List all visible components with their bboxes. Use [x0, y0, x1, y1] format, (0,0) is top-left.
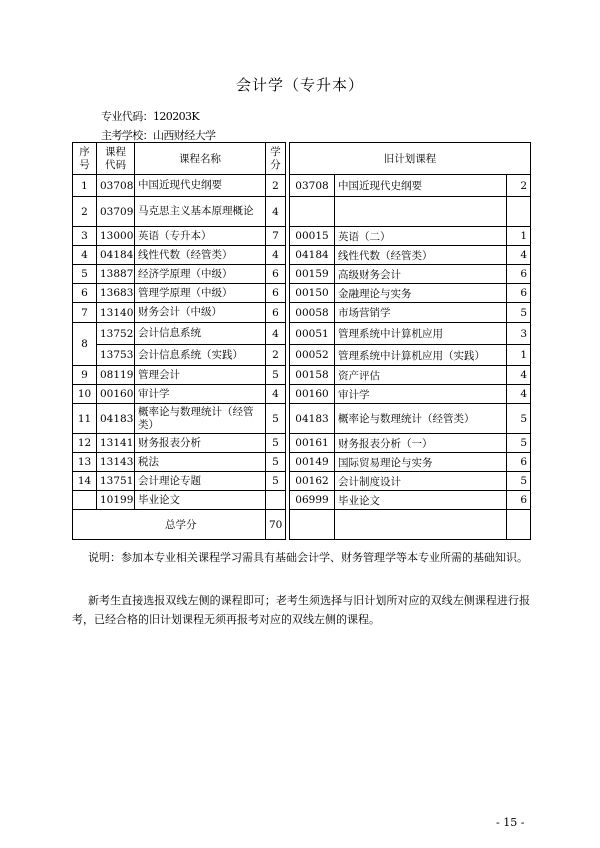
cell-old-code: 03708	[290, 175, 335, 197]
table-row	[73, 366, 531, 385]
cell-old-name: 英语（二）	[335, 227, 507, 246]
cell-old-credit: 2	[507, 175, 531, 197]
cell-credit: 2	[266, 345, 286, 366]
cell-credit: 5	[266, 472, 286, 491]
cell-old-code: 00161	[290, 434, 335, 453]
cell-old-credit: 4	[507, 246, 531, 265]
header-seq: 序号	[73, 143, 97, 175]
cell-old-code: 04184	[290, 246, 335, 265]
cell-course-name: 经济学原理（中级）	[135, 265, 266, 284]
cell-old-credit: 6	[507, 284, 531, 303]
cell-old-credit: 3	[507, 323, 531, 345]
cell-code: 08119	[97, 366, 135, 385]
cell-seq: 7	[73, 303, 97, 323]
cell-credit: 5	[266, 434, 286, 453]
cell-old-credit: 1	[507, 227, 531, 246]
cell-seq: 2	[73, 197, 97, 227]
header-old-plan: 旧计划课程	[290, 143, 531, 175]
cell-seq: 3	[73, 227, 97, 246]
note-registration: 新考生直接选报双线左侧的课程即可；老考生须选择与旧计划所对应的双线左侧课程进行报考，已经合格的旧计划课程无须再报考对应的双线左侧的课程。	[72, 594, 530, 626]
cell-seq: 11	[73, 404, 97, 434]
total-row	[73, 510, 531, 540]
page-title: 会计学（专升本）	[235, 76, 364, 94]
cell-credit: 5	[266, 404, 286, 434]
cell-code: 13887	[97, 265, 135, 284]
cell-old-code: 00158	[290, 366, 335, 385]
table-row	[73, 345, 531, 366]
cell-old-credit	[507, 197, 531, 227]
cell-old-name: 金融理论与实务	[335, 284, 507, 303]
cell-old-code: 00015	[290, 227, 335, 246]
cell-seq	[73, 491, 97, 510]
table-row	[73, 434, 531, 453]
cell-course-name: 中国近现代史纲要	[135, 175, 266, 197]
cell-old-name: 资产评估	[335, 366, 507, 385]
cell-old-name: 管理系统中计算机应用	[335, 323, 507, 345]
cell-seq: 4	[73, 246, 97, 265]
cell-old-code	[290, 197, 335, 227]
cell-old-credit: 4	[507, 366, 531, 385]
cell-old-name: 国际贸易理论与实务	[335, 453, 507, 472]
table-row	[73, 404, 531, 434]
cell-seq: 12	[73, 434, 97, 453]
cell-old-code: 00051	[290, 323, 335, 345]
cell-credit: 4	[266, 246, 286, 265]
cell-code: 10199	[97, 491, 135, 510]
table-row	[73, 453, 531, 472]
cell-seq: 8	[73, 323, 97, 366]
cell-old-code: 00149	[290, 453, 335, 472]
cell-code: 00160	[97, 385, 135, 404]
table-row	[73, 472, 531, 491]
cell-credit: 4	[266, 323, 286, 345]
cell-old-code: 00160	[290, 385, 335, 404]
cell-old-name: 中国近现代史纲要	[335, 175, 507, 197]
cell-credit: 6	[266, 265, 286, 284]
cell-course-name: 财务会计（中级）	[135, 303, 266, 323]
table-row	[73, 323, 531, 345]
cell-old-credit: 4	[507, 385, 531, 404]
cell-seq: 14	[73, 472, 97, 491]
cell-old-name: 管理系统中计算机应用（实践）	[335, 345, 507, 366]
table-header-row	[73, 143, 531, 175]
cell-code: 13751	[97, 472, 135, 491]
cell-code: 04184	[97, 246, 135, 265]
table-row	[73, 491, 531, 510]
table-row	[73, 385, 531, 404]
table-row	[73, 246, 531, 265]
table-row	[73, 303, 531, 323]
cell-code: 03708	[97, 175, 135, 197]
cell-credit: 5	[266, 366, 286, 385]
cell-old-code: 04183	[290, 404, 335, 434]
cell-old-code: 00162	[290, 472, 335, 491]
cell-credit: 6	[266, 303, 286, 323]
cell-old-name: 高级财务会计	[335, 265, 507, 284]
total-value: 70	[266, 510, 286, 540]
cell-credit: 2	[266, 175, 286, 197]
cell-credit: 4	[266, 197, 286, 227]
cell-old-credit: 5	[507, 303, 531, 323]
cell-course-name: 税法	[135, 453, 266, 472]
cell-course-name: 概率论与数理统计（经管类）	[135, 404, 266, 434]
total-label: 总学分	[97, 510, 266, 540]
cell-course-name: 会计信息系统	[135, 323, 266, 345]
cell-code: 03709	[97, 197, 135, 227]
cell-code: 13683	[97, 284, 135, 303]
cell-old-name: 线性代数（经管类）	[335, 246, 507, 265]
cell-seq: 1	[73, 175, 97, 197]
header-credit: 学分	[266, 143, 286, 175]
cell-old-credit: 6	[507, 265, 531, 284]
table-row	[73, 175, 531, 197]
header-code: 课程代码	[97, 143, 135, 175]
cell-code: 13143	[97, 453, 135, 472]
cell-course-name: 线性代数（经管类）	[135, 246, 266, 265]
cell-course-name: 管理学原理（中级）	[135, 284, 266, 303]
cell-old-name: 毕业论文	[335, 491, 507, 510]
cell-code: 13000	[97, 227, 135, 246]
cell-old-name: 市场营销学	[335, 303, 507, 323]
cell-old-credit: 6	[507, 491, 531, 510]
cell-old-credit: 5	[507, 434, 531, 453]
note-prerequisite: 说明：参加本专业相关课程学习需具有基础会计学、财务管理学等本专业所需的基础知识。	[88, 551, 528, 564]
cell-code: 13753	[97, 345, 135, 366]
cell-credit: 5	[266, 453, 286, 472]
cell-seq: 13	[73, 453, 97, 472]
cell-old-code: 00150	[290, 284, 335, 303]
page-number: - 15 -	[496, 816, 525, 829]
cell-seq: 9	[73, 366, 97, 385]
cell-old-credit: 5	[507, 404, 531, 434]
cell-old-name: 财务报表分析（一）	[335, 434, 507, 453]
cell-course-name: 毕业论文	[135, 491, 266, 510]
cell-old-code: 00058	[290, 303, 335, 323]
cell-old-credit: 6	[507, 453, 531, 472]
cell-old-credit: 5	[507, 472, 531, 491]
table-row	[73, 227, 531, 246]
cell-old-code: 06999	[290, 491, 335, 510]
header-name: 课程名称	[135, 143, 266, 175]
cell-old-code: 00052	[290, 345, 335, 366]
cell-old-name: 概率论与数理统计（经管类）	[335, 404, 507, 434]
exam-school: 主考学校：山西财经大学	[101, 129, 216, 142]
table-row	[73, 284, 531, 303]
course-table	[72, 142, 531, 540]
cell-course-name: 审计学	[135, 385, 266, 404]
cell-course-name: 马克思主义基本原理概论	[135, 197, 266, 227]
cell-credit: 6	[266, 284, 286, 303]
cell-seq: 10	[73, 385, 97, 404]
table-row	[73, 197, 531, 227]
cell-credit	[266, 491, 286, 510]
cell-course-name: 管理会计	[135, 366, 266, 385]
cell-old-name: 审计学	[335, 385, 507, 404]
cell-credit: 4	[266, 385, 286, 404]
cell-code: 04183	[97, 404, 135, 434]
cell-course-name: 英语（专升本）	[135, 227, 266, 246]
cell-old-code: 00159	[290, 265, 335, 284]
cell-code: 13752	[97, 323, 135, 345]
cell-seq: 5	[73, 265, 97, 284]
cell-seq: 6	[73, 284, 97, 303]
cell-credit: 7	[266, 227, 286, 246]
cell-course-name: 会计理论专题	[135, 472, 266, 491]
cell-code: 13140	[97, 303, 135, 323]
table-row	[73, 265, 531, 284]
cell-old-name	[335, 197, 507, 227]
cell-course-name: 会计信息系统（实践）	[135, 345, 266, 366]
cell-old-name: 会计制度设计	[335, 472, 507, 491]
cell-code: 13141	[97, 434, 135, 453]
major-code: 专业代码：120203K	[101, 110, 200, 123]
cell-old-credit: 1	[507, 345, 531, 366]
cell-course-name: 财务报表分析	[135, 434, 266, 453]
